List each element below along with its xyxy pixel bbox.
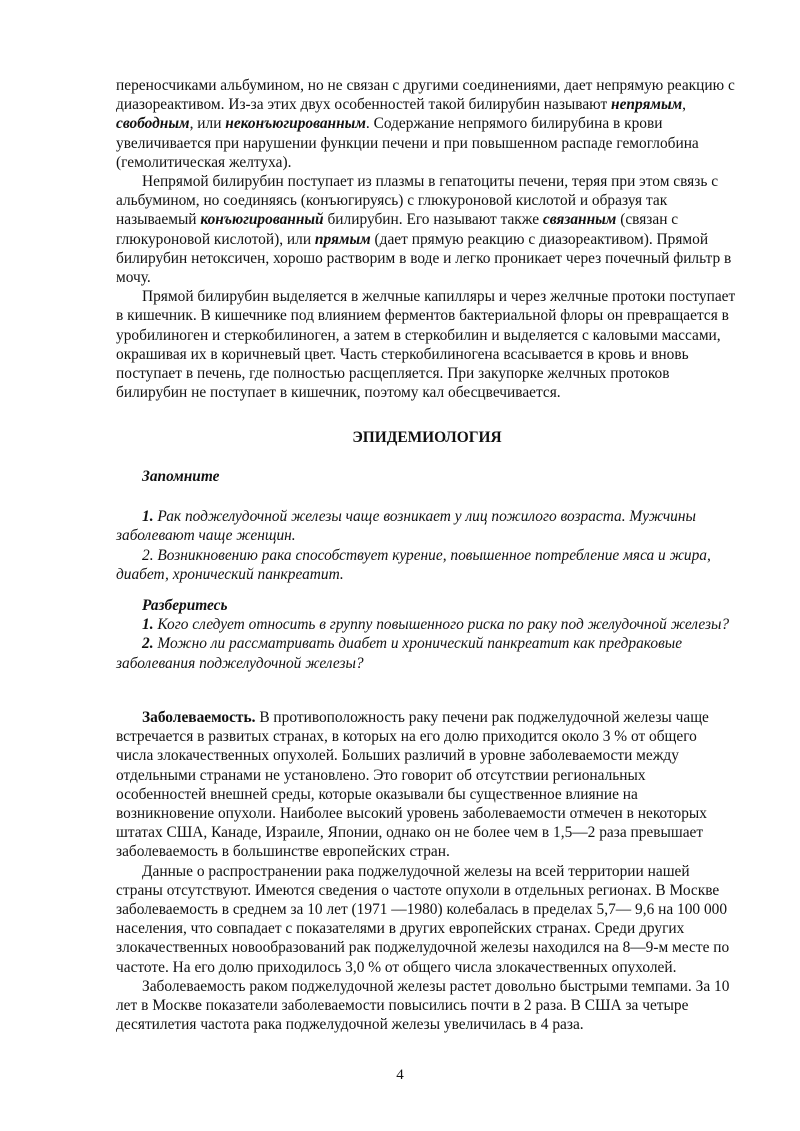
remember-block	[116, 467, 738, 584]
term-free: свободным	[116, 115, 190, 133]
paragraph-text: (дает прямую реакцию с диазореактивом). Прямой билирубин нетоксичен, хорошо растворим в воде и легко проникает через почечный фильтр в мочу.	[116, 230, 732, 287]
separator: , или	[189, 115, 226, 133]
item-text: Рак поджелудочной железы чаще возникает у лиц пожилого возраста. Мужчины заболевают чаще женщин.	[116, 508, 696, 545]
term-indirect: непрямым	[611, 96, 683, 114]
item-number: 1.	[142, 508, 154, 526]
remember-item	[116, 546, 738, 584]
paragraph-excretion: Прямой билирубин выделяется в желчные капилляры и через желчные протоки поступает в кишечник. В кишечнике под влиянием ферментов бактериальной флоры он превращается в уробилиноген и стеркобилиноген, а затем в стеркобилин и выделяется с каловыми массами, окрашивая их в коричневый цвет. Часть стеркобилиногена всасывается в кровь и вновь поступает в печень, где полностью расщепляется. При закупорке желчных протоков билирубин не поступает в кишечник, поэтому кал обесцвечивается.	[116, 288, 736, 402]
separator: (связан с глюкуроновой кислотой), или	[116, 211, 679, 248]
item-number: 2.	[142, 546, 154, 564]
paragraph-indirect-bilirubin	[116, 76, 738, 172]
paragraph-text: Непрямой билирубин поступает из плазмы в гепатоциты печени, теряя при этом связь с альбумином, но соединяясь (конъюгируясь) с глюкуроновой кислотой и образуя так называемый	[116, 173, 719, 229]
separator: ,	[682, 96, 687, 114]
paragraph-incidence	[116, 708, 738, 862]
page-number: 4	[396, 1067, 404, 1083]
item-text: Возникновению рака способствует курение, повышенное потребление мяса и жира, диабет, хронический панкреатит.	[116, 546, 711, 583]
incidence-lead: Заболеваемость.	[142, 709, 256, 726]
term-unconjugated: неконъюгированным	[225, 115, 366, 133]
bilirubin-section	[116, 76, 738, 402]
paragraph-text: переносчиками альбумином, но не связан с другими соединениями, дает непрямую реакцию с диазореактивом. Из-за этих двух особенностей такой билирубин называют	[116, 77, 735, 114]
paragraph-direct-bilirubin	[116, 172, 738, 287]
figure-out-title: Разберитесь	[142, 597, 228, 614]
remember-item	[116, 507, 738, 545]
term-direct: прямым	[314, 230, 371, 248]
paragraph-russia-data: Данные о распространении рака поджелудочной железы на всей территории нашей страны отсутствуют. Имеются сведения о частоте опухоли в отдельных регионах. В Москве заболеваемость в среднем за 10 лет (1971 —1980) колебалась в пределах 5,7— 9,6 на 100 000 населения, что совпадает с показателями в других европейских странах. Среди других злокачественных новообразований рак поджелудочной железы находился на 8—9-м месте по частоте. На его долю приходилось 3,0 % от общего числа злокачественных опухолей.	[116, 862, 730, 976]
figure-out-block	[116, 596, 738, 673]
section-heading: ЭПИДЕМИОЛОГИЯ	[352, 429, 502, 446]
separator: билирубин. Его называют также	[323, 211, 543, 229]
item-text: Кого следует относить в группу повышенного риска по раку под желудочной железы?	[153, 616, 730, 634]
figure-out-item	[116, 615, 738, 634]
spacer	[116, 486, 738, 505]
figure-out-item	[116, 634, 738, 672]
item-number: 1.	[142, 616, 154, 634]
item-text: Можно ли рассматривать диабет и хронический панкреатит как предраковые заболевания поджелудочной железы?	[116, 635, 683, 672]
term-conjugated: конъюгированный	[200, 211, 324, 229]
paragraph-text: В противоположность раку печени рак поджелудочной железы чаще встречается в развитых странах, в которых на его долю приходится около 3 % от общего числа злокачественных опухолей. Больших различий в уровне заболеваемости между отдельными странами не установлено. Это говорит об отсутствии региональных особенностей внешней среды, которые оказывали бы существенное влияние на возникновение опухоли. Наиболее высокий уровень заболеваемости отмечен в некоторых штатах США, Канаде, Израиле, Японии, однако он не более чем в 1,5—2 раза превышает заболеваемость в большинстве европейских стран.	[116, 709, 709, 861]
term-bound: связанным	[542, 211, 617, 229]
item-number: 2.	[142, 635, 154, 653]
paragraph-growth: Заболеваемость раком поджелудочной железы растет довольно быстрыми темпами. За 10 лет в Москве показатели заболеваемости повысились почти в 2 раза. В США за четыре десятилетия частота рака поджелудочной железы увеличилась в 4 раза.	[116, 977, 730, 1034]
paragraph-text: . Содержание непрямого билирубина в крови увеличивается при нарушении функции печени и при повышенном распаде гемоглобина (гемолитическая желтуха).	[116, 115, 699, 171]
remember-title: Запомните	[142, 468, 220, 485]
incidence-section	[116, 708, 738, 1034]
